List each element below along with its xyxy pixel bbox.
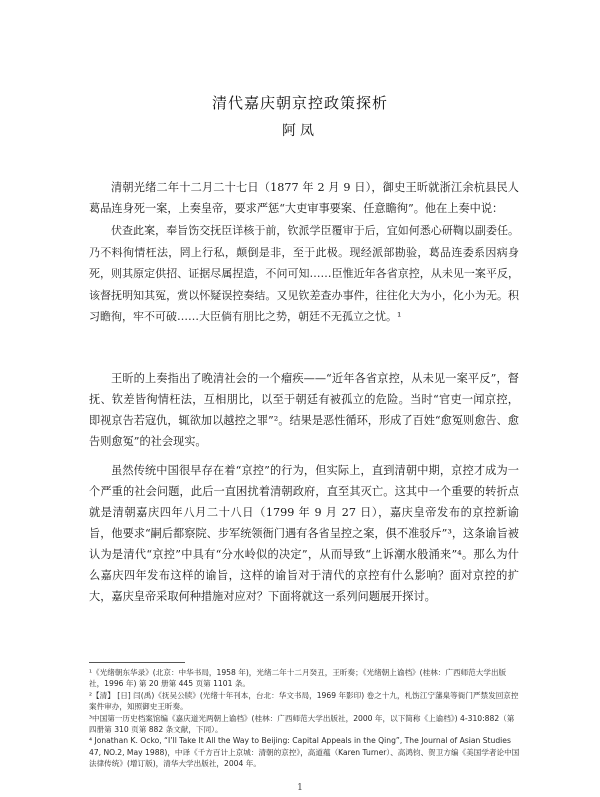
page-number: 1 [297, 783, 303, 793]
paragraph-background: 虽然传统中国很早存在着“京控”的行为，但实际上，直到清朝中期，京控才成为一个严重的社会问题，此后一直困扰着清朝政府，直至其灭亡。这其中一个重要的转折点就是清朝嘉庆四年八月二十八日（1799 年 9 月 27 日），嘉庆皇帝发布的京控新谕旨，他要求“嗣后都察院、步军统领衙门遇有各省呈控之案，俱不准驳斥”³，这条谕旨被认为是清代“京控”中具有“分水岭似的决定”，从而导致“上诉潮水般涌来”⁴。那么为什么嘉庆四年发布这样的谕旨，这样的谕旨对于清代的京控有什么影响？面对京控的扩大，嘉庆皇帝采取何种措施对应对？下面将就这一系列问题展开探讨。 [89, 464, 519, 603]
footnote-item: ²【清】 [日] 闫(禹)《抚吴公牍》(光绪十年刊本，台北：华文书局，1969 年影印) 卷之十九，札饬江宁藩臬等衙门严禁发回京控案件审办，知照御史王昕奏。 [89, 690, 519, 712]
paragraph-intro: 清朝光绪二年十二月二十七日（1877 年 2 月 9 日），御史王昕就浙江余杭县民人葛品连身死一案，上奏皇帝，要求严惩“大吏审事要案、任意瞻徇”。他在上奏中说： [89, 181, 519, 215]
footnote-item: ³中国第一历史档案馆编《嘉庆道光两朝上谕档》(桂林：广西师范大学出版社，2000 年，以下简称《上谕档》) 4-310:882（第四册第 310 页第 882 条文献，下同）。 [89, 713, 515, 735]
block-quote: 伏查此案，奉旨饬交抚臣详核于前，钦派学臣覆审于后，宜如何悉心研鞫以副委任。乃不料徇情枉法，罔上行私，颠倒是非，至于此极。现经派部勘验，葛品连委系因病身死，则其原定供招、证据尽属捏造，不问可知……臣惟近年各省京控，从未见一案平反，该督抚明知其冤，赏以怀疑误控奏结。又见钦差查办事件，往往化大为小，化小为无。积习瞻徇，牢不可破……大臣倘有朋比之势，朝廷不无孤立之忧。¹ [89, 224, 519, 323]
footnote-divider [89, 662, 185, 663]
footnotes-section [89, 667, 521, 770]
paragraph-analysis: 王昕的上奏指出了晚清社会的一个瘤疾——“近年各省京控，从未见一案平反”，督抚、钦差皆徇情枉法，互相朋比，以至于朝廷有被孤立的危险。当时“官吏一闻京控，即视京告若寇仇，辄欲加以越控之罪”²。结果是恶性循环，形成了百姓“愈冤则愈告、愈告则愈冤”的社会现实。 [89, 372, 519, 448]
footnote-item: ⁴ Jonathan K. Ocko, “I’ll Take It All the Way to Beijing: Capital Appeals in the Qing”, The Journal of Asian Studies 47, NO.2, May 1988)，中译《千方百计上京城：清朝的京控》，高道蕴（Karen Turner）、高鸿钧、贺卫方编《美国学者论中国法律传统》(增订版)，清华大学出版社，2004 年。 [89, 736, 520, 769]
footnote-item: ¹《光绪朝东华录》(北京：中华书局，1958 年)，光绪二年十二月癸丑，王昕奏；《光绪朝上谕档》(桂林：广西师范大学出版社，1996 年) 第 20 册第 445 页第 1101 条。 [89, 668, 507, 689]
page-title: 清代嘉庆朝京控政策探析 [211, 94, 388, 112]
author-name: 阿凤 [282, 123, 318, 139]
